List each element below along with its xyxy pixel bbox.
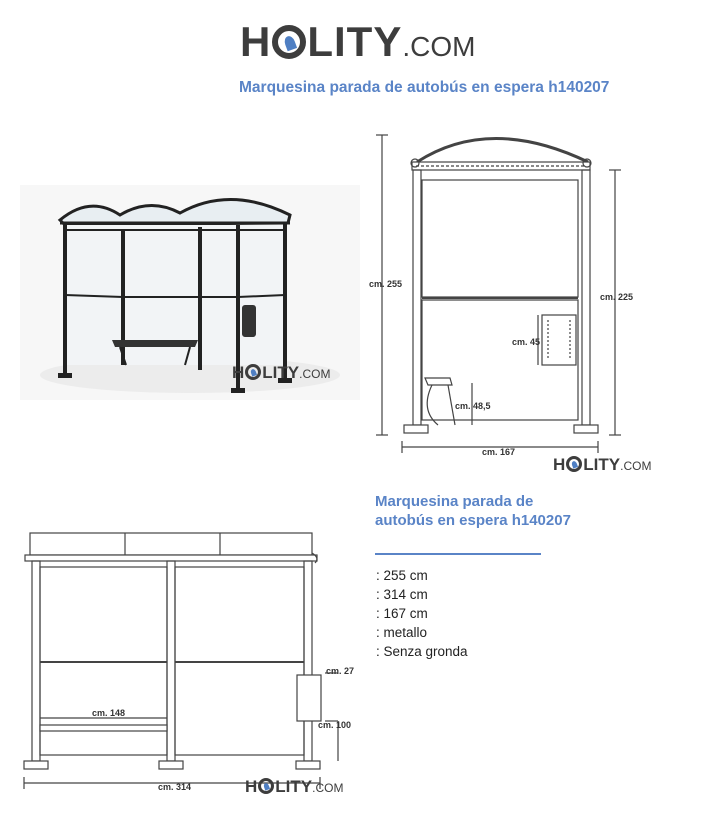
image-watermark-logo (232, 363, 330, 383)
dim-bin-width: cm. 27 (326, 666, 355, 676)
logo-letter-h: H (240, 18, 272, 65)
logo-domain: .COM (402, 31, 476, 62)
brand-logo (240, 18, 475, 66)
side-drawing-logo (245, 777, 343, 797)
logo-letters: LITY (275, 777, 313, 796)
logo-domain: .COM (620, 459, 652, 473)
front-drawing-logo (553, 455, 651, 475)
logo-letter-h: H (553, 455, 566, 474)
spec-item: : metallo (376, 625, 428, 640)
logo-letter-h: H (232, 363, 245, 382)
dim-height-inner: cm. 225 (600, 292, 634, 302)
dim-seat-length: cm. 148 (92, 708, 126, 718)
side-elevation-drawing (20, 525, 360, 800)
logo-letters: LITY (307, 18, 403, 65)
spec-item: : 255 cm (376, 568, 428, 583)
specs-list (376, 566, 468, 661)
logo-domain: .COM (299, 367, 331, 381)
logo-o-icon (245, 364, 261, 380)
logo-o-icon (272, 25, 306, 59)
logo-domain: .COM (312, 781, 344, 795)
spec-item: : 167 cm (376, 606, 428, 621)
spec-item: : 314 cm (376, 587, 428, 602)
specs-divider (375, 553, 541, 555)
dim-bin-height: cm. 45 (512, 337, 541, 347)
logo-letter-h: H (245, 777, 258, 796)
dim-width: cm. 167 (482, 447, 516, 457)
logo-letters: LITY (583, 455, 621, 474)
product-title: Marquesina parada de autobús en espera h140207 (239, 79, 610, 96)
specs-title: Marquesina parada de autobús en espera h140207 (375, 493, 571, 529)
dim-length: cm. 314 (158, 782, 192, 792)
dim-seat-height: cm. 48,5 (455, 401, 491, 411)
logo-o-icon (258, 778, 274, 794)
logo-o-icon (566, 456, 582, 472)
logo-letters: LITY (262, 363, 300, 382)
spec-item: : Senza gronda (376, 644, 468, 659)
dim-bin-height-side: cm. 100 (318, 720, 352, 730)
dim-height-total: cm. 255 (369, 279, 403, 289)
